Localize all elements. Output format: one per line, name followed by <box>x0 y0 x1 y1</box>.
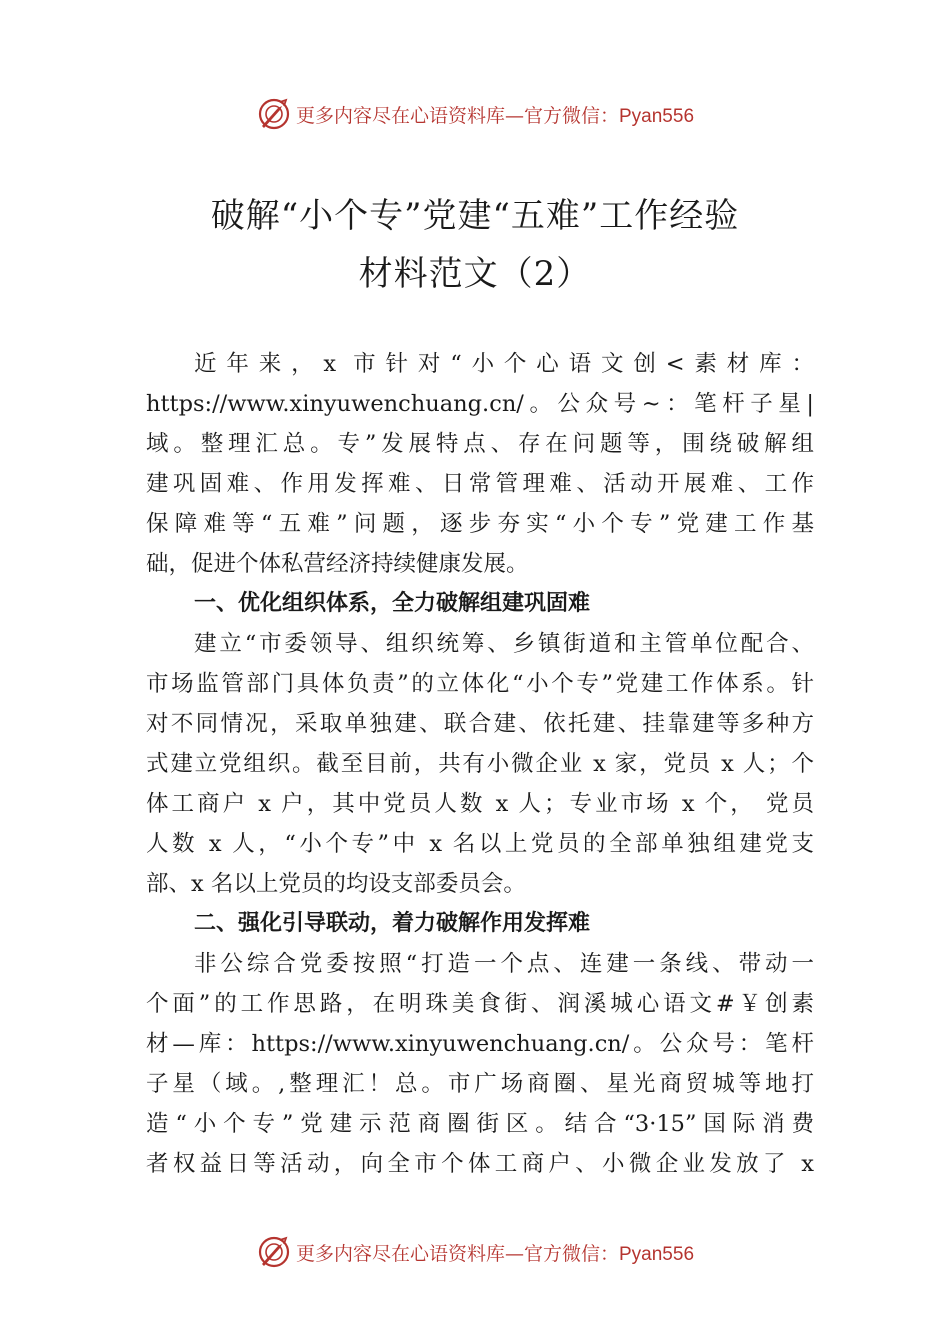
paragraph-line: https://www.xinyuwenchuang.cn/。公众号~：笔杆子星| <box>146 391 814 417</box>
paragraph-line: 建立“市委领导、组织统筹、乡镇街道和主管单位配合、 <box>194 631 814 657</box>
section-heading-2: 二、强化引导联动，着力破解作用发挥难 <box>194 911 591 936</box>
document-body <box>146 344 814 1184</box>
paragraph-line: 保障难等“五难”问题，逐步夯实“小个专”党建工作基 <box>146 511 814 537</box>
paragraph-line: 非公综合党委按照“打造一个点、连建一条线、带动一 <box>194 951 814 977</box>
paragraph-line: 近年来，x 市针对“小个心语文创<素材库： <box>194 351 814 377</box>
paragraph-line: 市场监管部门具体负责”的立体化“小个专”党建工作体系。针 <box>146 671 814 697</box>
document-title-line2: 材料范文（2） <box>358 254 592 294</box>
paragraph-line: 者权益日等活动，向全市个体工商户、小微企业发放了 x <box>146 1151 814 1177</box>
paragraph-line: 个面”的工作思路，在明珠美食街、润溪城心语文#￥创素 <box>146 991 814 1017</box>
document-title-line1: 破解“小个专”党建“五难”工作经验 <box>210 196 740 236</box>
paragraph-line: 建巩固难、作用发挥难、日常管理难、活动开展难、工作 <box>146 471 814 497</box>
banner-slogan <box>296 101 694 128</box>
paragraph-line: 子星（域。,整理汇！总。市广场商圈、星光商贸城等地打 <box>146 1071 814 1097</box>
paragraph-line: 式建立党组织。截至目前，共有小微企业 x 家，党员 x 人；个 <box>146 751 814 777</box>
banner-slogan-en: Pyan556 <box>619 1243 695 1265</box>
section-heading-1: 一、优化组织体系，全力破解组建巩固难 <box>194 591 591 616</box>
footer-watermark-banner <box>0 1232 950 1272</box>
banner-slogan <box>296 1239 694 1266</box>
header-watermark-banner <box>0 94 950 134</box>
banner-slogan-cn: 更多内容尽在心语资料库—官方微信： <box>295 1242 619 1265</box>
paragraph-line: 域。整理汇总。专”发展特点、存在问题等，围绕破解组 <box>146 431 814 457</box>
paragraph-line: 造“小个专”党建示范商圈街区。结合“3·15”国际消费 <box>146 1111 814 1137</box>
paragraph-line: 人数 x 人，“小个专”中 x 名以上党员的全部单独组建党支 <box>146 831 814 857</box>
paragraph-line: 对不同情况，采取单独建、联合建、依托建、挂靠建等多种方 <box>146 711 814 737</box>
paragraph-line: 体工商户 x 户，其中党员人数 x 人；专业市场 x 个， 党员 <box>146 791 814 817</box>
banner-slogan-cn: 更多内容尽在心语资料库—官方微信： <box>295 104 619 127</box>
paragraph-line: 部、x 名以上党员的均设支部委员会。 <box>146 871 526 897</box>
paragraph-line: 础，促进个体私营经济持续健康发展。 <box>146 551 529 577</box>
paragraph-line: 材—库：https://www.xinyuwenchuang.cn/。公众号：笔杆 <box>146 1031 814 1057</box>
pen-logo-icon <box>256 1234 292 1270</box>
banner-slogan-en: Pyan556 <box>619 105 695 127</box>
pen-logo-icon <box>256 96 292 132</box>
